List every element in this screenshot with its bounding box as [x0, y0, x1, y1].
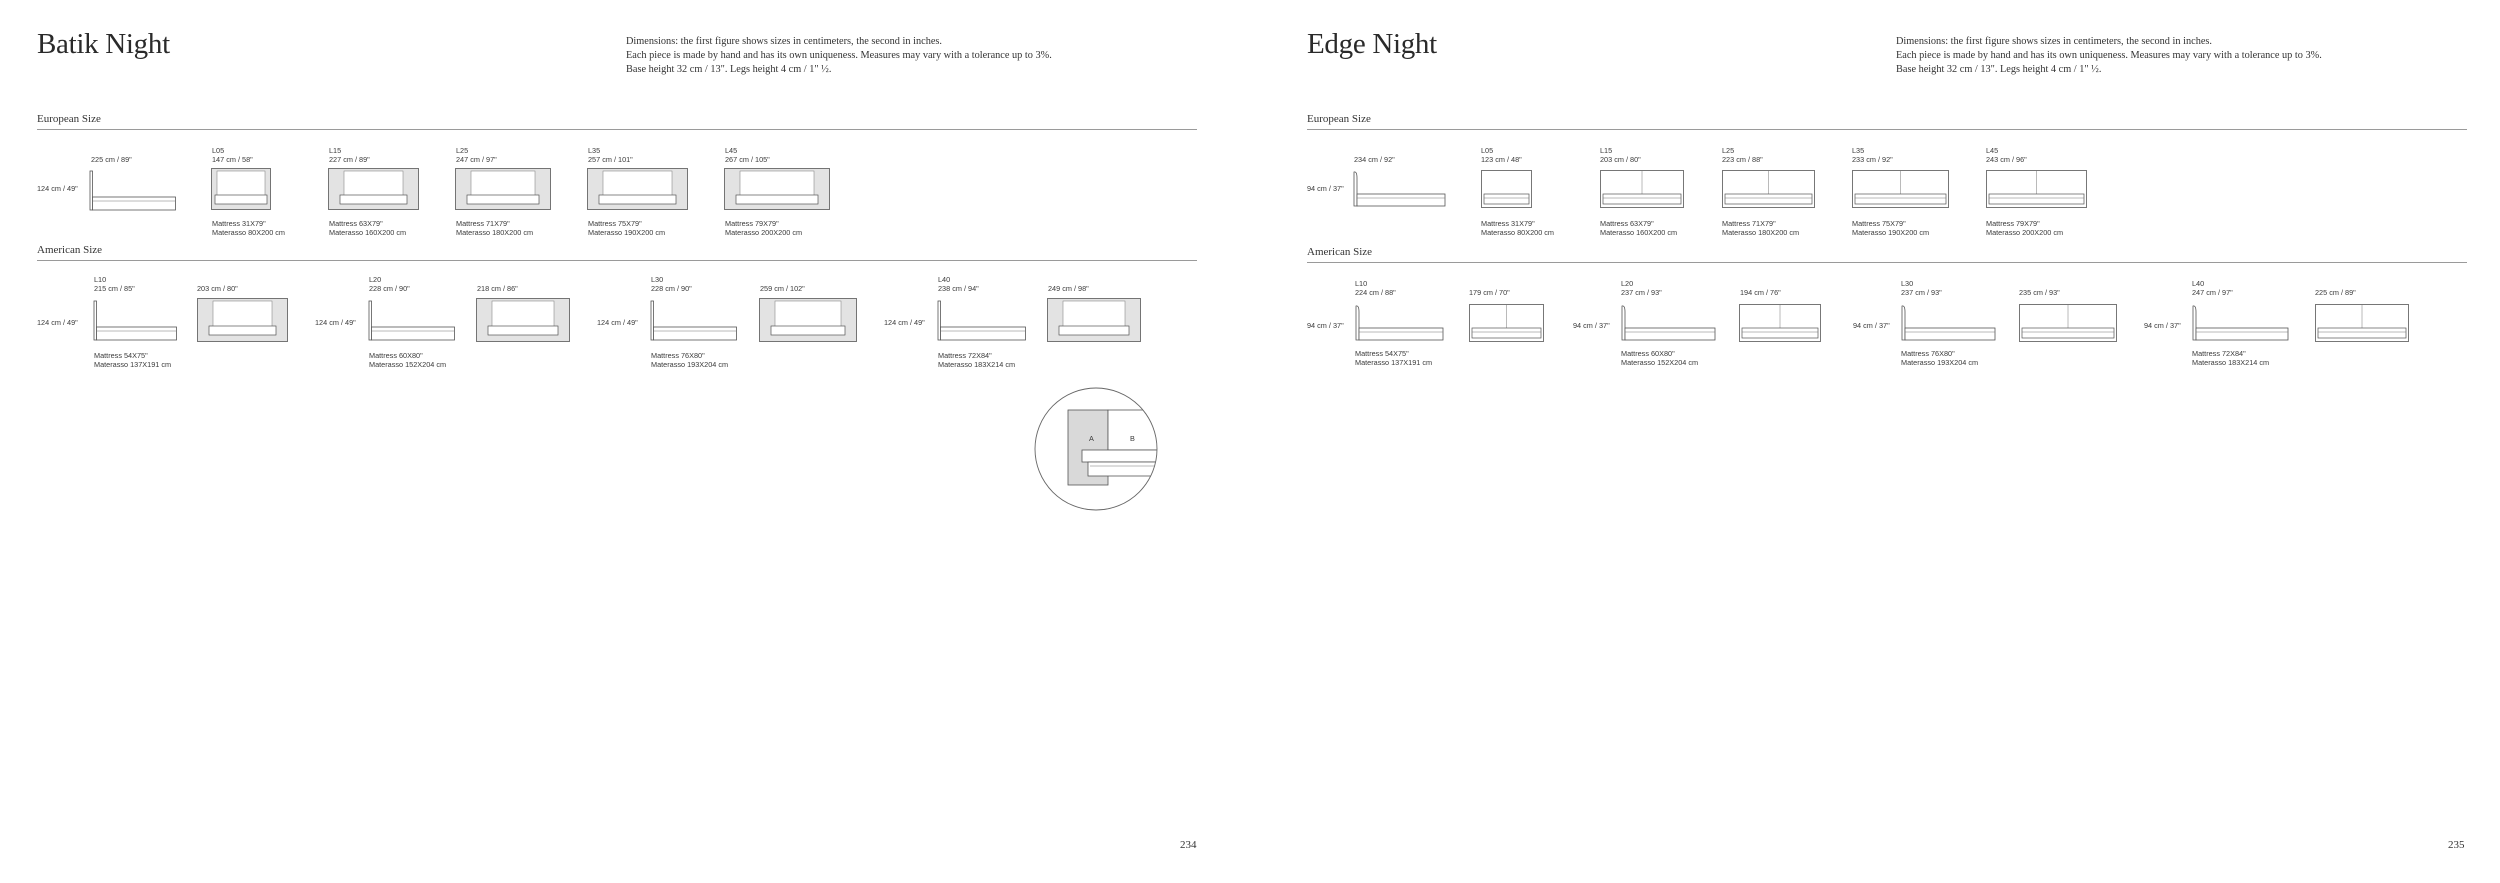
dimensions-note-line: Base height 32 cm / 13". Legs height 4 cm / 1" ½. — [626, 64, 832, 75]
headboard-detail-diagram — [1034, 386, 1158, 512]
model-code: L15 — [1600, 146, 1613, 155]
section-european-size: European Size — [1307, 113, 1371, 125]
bed-front-view-diagram — [1739, 304, 1821, 342]
bed-front-view-diagram — [1600, 170, 1684, 208]
mattress-size-cm: Materasso 80X200 cm — [212, 228, 286, 237]
model-code: L35 — [588, 146, 601, 155]
section-american-size: American Size — [1307, 246, 1373, 258]
model-width: 203 cm / 80" — [1600, 155, 1641, 164]
model-width: 259 cm / 102" — [760, 284, 805, 293]
mattress-size-cm: Materasso 80X200 cm — [1481, 228, 1555, 237]
section-divider — [1307, 129, 2467, 130]
bed-side-view-diagram — [1352, 170, 1446, 208]
model-code: L45 — [1986, 146, 1999, 155]
model-code: L05 — [212, 146, 225, 155]
model-width: 257 cm / 101" — [588, 155, 633, 164]
model-width: 247 cm / 97" — [456, 155, 497, 164]
model-width: 223 cm / 88" — [1722, 155, 1763, 164]
section-american-size: American Size — [37, 244, 103, 256]
bed-front-view-diagram — [724, 168, 830, 210]
model-width: 267 cm / 105" — [725, 155, 770, 164]
model-code: L40 — [2192, 279, 2205, 288]
model-length: 228 cm / 90" — [651, 284, 692, 293]
side-length-label: 234 cm / 92" — [1354, 155, 1395, 164]
side-height-label: 124 cm / 49" — [37, 318, 78, 327]
dimensions-note-line: Each piece is made by hand and has its own uniqueness. Measures may vary with a tolerance up to 3%. — [626, 50, 1052, 61]
mattress-size-cm: Materasso 193X204 cm — [651, 360, 729, 369]
mattress-size-inches: Mattress 72X84" — [2192, 349, 2246, 358]
bed-side-view-diagram — [2191, 304, 2289, 342]
mattress-size-cm: Materasso 137X191 cm — [94, 360, 172, 369]
side-height-label: 124 cm / 49" — [37, 184, 78, 193]
model-code: L25 — [456, 146, 469, 155]
model-code: L30 — [651, 275, 664, 284]
model-width: 194 cm / 76" — [1740, 288, 1781, 297]
bed-front-view-diagram — [455, 168, 551, 210]
model-code: L30 — [1901, 279, 1914, 288]
bed-side-view-diagram — [1354, 304, 1444, 342]
mattress-size-inches: Mattress 76X80" — [1901, 349, 1955, 358]
model-code: L05 — [1481, 146, 1494, 155]
bed-side-view-diagram — [1900, 304, 1996, 342]
side-height-label: 124 cm / 49" — [597, 318, 638, 327]
bed-front-view-diagram — [1722, 170, 1815, 208]
model-width: 227 cm / 89" — [329, 155, 370, 164]
model-width: 243 cm / 96" — [1986, 155, 2027, 164]
model-code: L40 — [938, 275, 951, 284]
dimensions-note — [626, 35, 1186, 77]
model-width: 123 cm / 48" — [1481, 155, 1522, 164]
bed-front-view-diagram — [2315, 304, 2409, 342]
dimensions-note-line: Base height 32 cm / 13". Legs height 4 cm / 1" ½. — [1896, 64, 2102, 75]
model-code: L10 — [94, 275, 107, 284]
bed-side-view-diagram — [650, 298, 738, 342]
mattress-size-inches: Mattress 75X79" — [588, 219, 642, 228]
bed-front-view-diagram — [1047, 298, 1141, 342]
bed-front-view-diagram — [1852, 170, 1949, 208]
mattress-size-inches: Mattress 79X79" — [725, 219, 779, 228]
page-edge-night — [1270, 0, 2500, 883]
mattress-size-inches: Mattress 60X80" — [369, 351, 423, 360]
model-code: L20 — [1621, 279, 1634, 288]
bed-side-view-diagram — [89, 168, 177, 212]
side-height-label: 94 cm / 37" — [1307, 184, 1344, 193]
side-height-label: 94 cm / 37" — [1573, 321, 1610, 330]
model-code: L15 — [329, 146, 342, 155]
mattress-size-cm: Materasso 200X200 cm — [725, 228, 803, 237]
dimensions-note-line: Dimensions: the first figure shows sizes in centimeters, the second in inches. — [1896, 36, 2212, 47]
model-width: 203 cm / 80" — [197, 284, 238, 293]
mattress-size-inches: Mattress 60X80" — [1621, 349, 1675, 358]
mattress-size-inches: Mattress 79X79" — [1986, 219, 2040, 228]
bed-side-view-diagram — [937, 298, 1027, 342]
page-title: Batik Night — [37, 28, 170, 60]
mattress-size-cm: Materasso 183X214 cm — [938, 360, 1016, 369]
mattress-size-cm: Materasso 190X200 cm — [1852, 228, 1930, 237]
bed-front-view-diagram — [328, 168, 419, 210]
bed-front-view-diagram — [197, 298, 288, 342]
mattress-size-cm: Materasso 183X214 cm — [2192, 358, 2270, 367]
bed-side-view-diagram — [368, 298, 456, 342]
model-width: 249 cm / 98" — [1048, 284, 1089, 293]
dimensions-note-line: Each piece is made by hand and has its own uniqueness. Measures may vary with a tolerance up to 3%. — [1896, 50, 2322, 61]
bed-front-view-diagram — [587, 168, 688, 210]
bed-front-view-diagram — [759, 298, 857, 342]
mattress-size-cm: Materasso 200X200 cm — [1986, 228, 2064, 237]
mattress-size-inches: Mattress 54X75" — [1355, 349, 1409, 358]
section-european-size: European Size — [37, 113, 101, 125]
bed-front-view-diagram — [476, 298, 570, 342]
model-width: 225 cm / 89" — [2315, 288, 2356, 297]
mattress-size-inches: Mattress 76X80" — [651, 351, 705, 360]
page-number: 234 — [1180, 839, 1197, 851]
mattress-size-cm: Materasso 193X204 cm — [1901, 358, 1979, 367]
mattress-size-inches: Mattress 54X75" — [94, 351, 148, 360]
mattress-size-inches: Mattress 75X79" — [1852, 219, 1906, 228]
mattress-size-inches: Mattress 72X84" — [938, 351, 992, 360]
model-length: 228 cm / 90" — [369, 284, 410, 293]
model-code: L45 — [725, 146, 738, 155]
side-height-label: 124 cm / 49" — [884, 318, 925, 327]
model-width: 233 cm / 92" — [1852, 155, 1893, 164]
model-length: 237 cm / 93" — [1621, 288, 1662, 297]
mattress-size-inches: Mattress 71X79" — [1722, 219, 1776, 228]
detail-label-a: A — [1089, 434, 1094, 443]
detail-label-b: B — [1130, 434, 1135, 443]
model-length: 237 cm / 93" — [1901, 288, 1942, 297]
model-width: 179 cm / 70" — [1469, 288, 1510, 297]
mattress-size-cm: Materasso 137X191 cm — [1355, 358, 1433, 367]
mattress-size-cm: Materasso 152X204 cm — [1621, 358, 1699, 367]
side-height-label: 124 cm / 49" — [315, 318, 356, 327]
model-width: 218 cm / 86" — [477, 284, 518, 293]
bed-front-view-diagram — [1481, 170, 1532, 208]
bed-front-view-diagram — [2019, 304, 2117, 342]
bed-front-view-diagram — [1469, 304, 1544, 342]
bed-front-view-diagram — [1986, 170, 2087, 208]
mattress-size-inches: Mattress 71X79" — [456, 219, 510, 228]
model-length: 238 cm / 94" — [938, 284, 979, 293]
mattress-size-cm: Materasso 190X200 cm — [588, 228, 666, 237]
bed-front-view-diagram — [211, 168, 271, 210]
model-code: L20 — [369, 275, 382, 284]
section-divider — [37, 260, 1197, 261]
mattress-size-cm: Materasso 152X204 cm — [369, 360, 447, 369]
page-number: 235 — [2448, 839, 2465, 851]
model-length: 247 cm / 97" — [2192, 288, 2233, 297]
model-width: 147 cm / 58" — [212, 155, 253, 164]
dimensions-note — [1896, 35, 2456, 77]
model-code: L25 — [1722, 146, 1735, 155]
side-height-label: 94 cm / 37" — [1307, 321, 1344, 330]
mattress-size-cm: Materasso 160X200 cm — [329, 228, 407, 237]
side-length-label: 225 cm / 89" — [91, 155, 132, 164]
mattress-size-cm: Materasso 180X200 cm — [1722, 228, 1800, 237]
model-code: L35 — [1852, 146, 1865, 155]
section-divider — [1307, 262, 2467, 263]
side-height-label: 94 cm / 37" — [2144, 321, 2181, 330]
model-length: 215 cm / 85" — [94, 284, 135, 293]
mattress-size-inches: Mattress 63X79" — [329, 219, 383, 228]
mattress-size-cm: Materasso 180X200 cm — [456, 228, 534, 237]
page-title: Edge Night — [1307, 28, 1437, 60]
bed-side-view-diagram — [1620, 304, 1716, 342]
model-length: 224 cm / 88" — [1355, 288, 1396, 297]
dimensions-note-line: Dimensions: the first figure shows sizes in centimeters, the second in inches. — [626, 36, 942, 47]
side-height-label: 94 cm / 37" — [1853, 321, 1890, 330]
bed-side-view-diagram — [93, 298, 178, 342]
mattress-size-inches: Mattress 31X79" — [212, 219, 266, 228]
mattress-size-cm: Materasso 160X200 cm — [1600, 228, 1678, 237]
section-divider — [37, 129, 1197, 130]
model-width: 235 cm / 93" — [2019, 288, 2060, 297]
mattress-size-inches: Mattress 63X79" — [1600, 219, 1654, 228]
model-code: L10 — [1355, 279, 1368, 288]
mattress-size-inches: Mattress 31X79" — [1481, 219, 1535, 228]
